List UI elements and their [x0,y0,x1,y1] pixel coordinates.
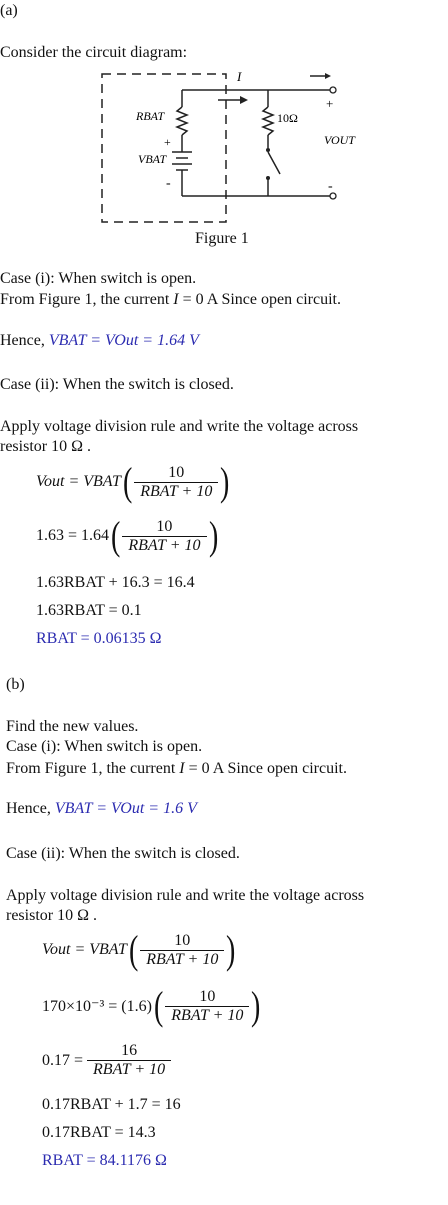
circuit-diagram [90,62,360,252]
part-a-label: (a) [0,2,18,19]
b-case1-line: From Figure 1, the current I = 0 A Since open circuit. [6,760,347,777]
b-result: RBAT = 84.1176 Ω [42,1152,167,1169]
b-apply-line1: Apply voltage division rule and write the voltage across [6,887,365,904]
a-hence: Hence, VBAT = VOut = 1.64 V [0,332,199,349]
part-a-intro: Consider the circuit diagram: [0,44,188,61]
a-apply-line2: resistor 10 Ω . [0,438,91,455]
b-eq5: 0.17RBAT = 14.3 [42,1124,156,1141]
a-case1-line: From Figure 1, the current I = 0 A Since open circuit. [0,291,341,308]
b-eq1: Vout = VBAT( $\frac{10}{\text{RBAT + 10}}$ ) [42,927,236,972]
figure-caption: Figure 1 [195,230,249,247]
a-case1-title: Case (i): When switch is open. [0,270,197,287]
b-eq3: 0.17 = $\frac{16}{\text{RBAT + 10}}$ [42,1042,171,1079]
a-eq3: 1.63RBAT + 16.3 = 16.4 [36,574,195,591]
a-eq2: 1.63 = 1.64( $\frac{10}{\text{RBAT + 10}}$ ) [36,513,218,558]
vbat-label: VBAT [138,152,167,166]
current-label: I [237,69,242,84]
a-eq4: 1.63RBAT = 0.1 [36,602,142,619]
b-hence: Hence, VBAT = VOut = 1.6 V [6,800,197,817]
part-b-label: (b) [6,676,25,693]
a-apply-line1: Apply voltage division rule and write the voltage across [0,418,359,435]
a-eq1: Vout = VBAT( $\frac{10}{\text{RBAT + 10}}$ ) [36,459,230,504]
b-intro: Find the new values. [6,718,139,735]
b-eq2: 170×10⁻³ = (1.6)( $\frac{10}{\text{RBAT + 10}}$ ) [42,983,261,1028]
a-case2-title: Case (ii): When the switch is closed. [0,376,234,393]
b-case1-title: Case (i): When switch is open. [6,738,203,755]
a-result: RBAT = 0.06135 Ω [36,630,162,647]
svg-text:-: - [166,176,171,191]
svg-text:+: + [326,96,334,111]
resistor-label: 10Ω [277,111,298,125]
b-case2-title: Case (ii): When the switch is closed. [6,845,240,862]
svg-text:-: - [328,179,333,194]
b-eq4: 0.17RBAT + 1.7 = 16 [42,1096,181,1113]
rbat-label: RBAT [136,109,165,123]
vout-label: VOUT [324,133,355,147]
svg-text:+: + [164,135,171,149]
b-apply-line2: resistor 10 Ω . [6,907,97,924]
